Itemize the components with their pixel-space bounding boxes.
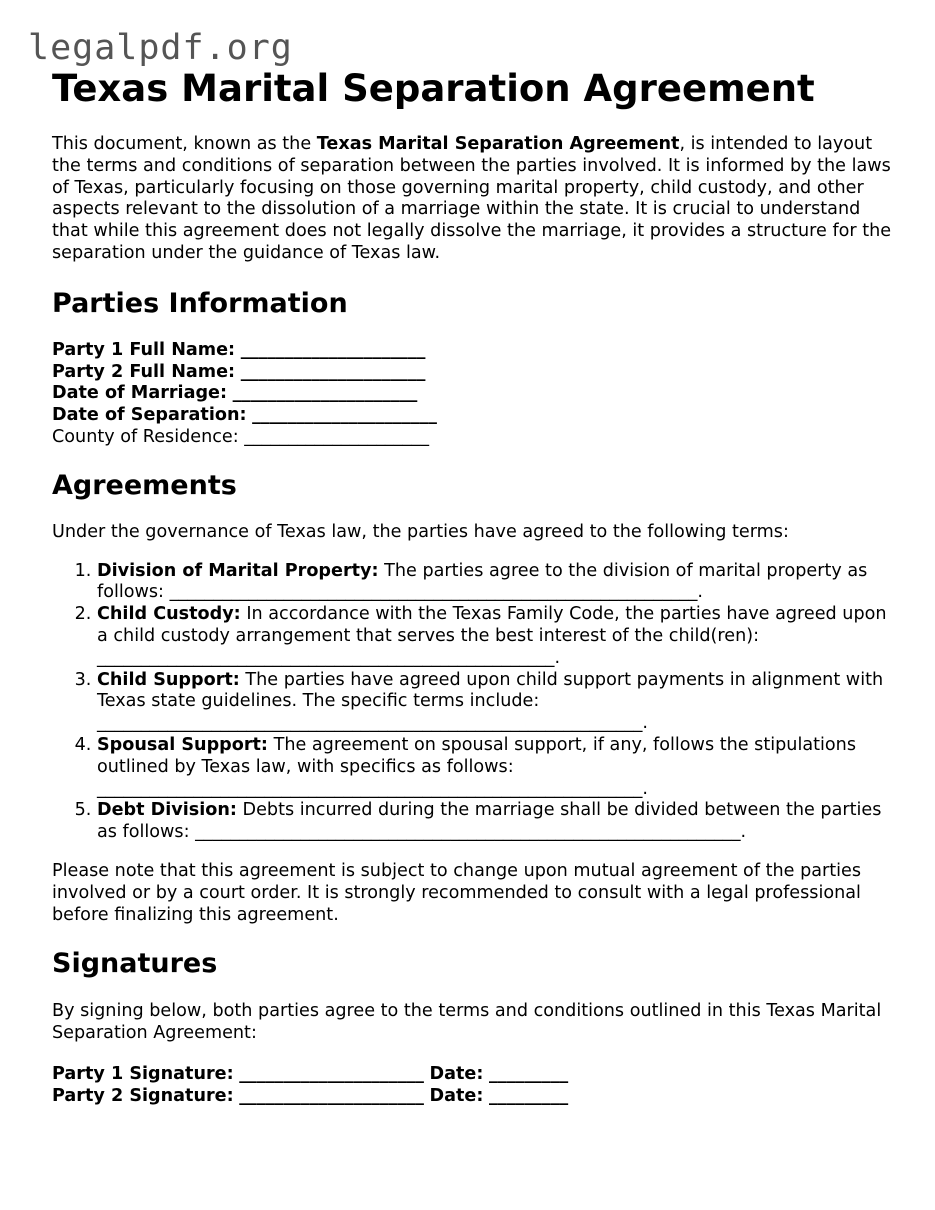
agreement-item-title: Debt Division:	[97, 800, 237, 821]
intro-text-before: This document, known as the	[52, 134, 317, 154]
intro-text-after: , is intended to layout the terms and conditions of separation between the parties involved. It is informed by the laws of Texas, particularly focusing on those governing marital property, child custody, and other aspects relevant to the dissolution of a marriage within the state. It is crucial to understand that while this agreement does not legally dissolve the marriage, it provides a structure for the separation under the guidance of Texas law.	[52, 134, 892, 263]
list-item	[97, 670, 892, 735]
marriage-date-field[interactable]	[52, 383, 892, 405]
party2-name-field[interactable]	[52, 362, 892, 384]
separation-date-blank[interactable]: _____________________	[252, 405, 437, 426]
party2-name-label: Party 2 Full Name:	[52, 361, 236, 382]
party1-date-blank[interactable]: _________	[489, 1063, 569, 1084]
separation-date-label: Date of Separation:	[52, 405, 247, 426]
signatures-heading: Signatures	[52, 948, 218, 980]
signature-fields	[52, 1064, 892, 1108]
party1-name-label: Party 1 Full Name:	[52, 339, 236, 360]
party1-signature-blank[interactable]: _____________________	[239, 1063, 424, 1084]
agreement-item-text: The agreement on spousal support, if any, follows the stipulations outlined by Texas law, with specifics as follows: ______________________________________________________________.	[97, 734, 856, 799]
party2-date-blank[interactable]: _________	[489, 1085, 569, 1106]
agreement-item-title: Child Custody:	[97, 604, 241, 625]
parties-fields	[52, 340, 892, 449]
intro-paragraph	[52, 134, 892, 265]
watermark-text: legalpdf.org	[28, 28, 293, 68]
party1-name-blank[interactable]: _____________________	[240, 339, 426, 360]
party1-date-label: Date:	[429, 1063, 484, 1084]
intro-bold-title: Texas Marital Separation Agreement	[316, 134, 680, 154]
agreements-heading: Agreements	[52, 469, 237, 501]
party2-signature-label: Party 2 Signature:	[52, 1085, 234, 1106]
party1-signature-row[interactable]	[52, 1064, 892, 1086]
agreement-item-text: The parties agree to the division of marital property as follows: ____________________________________________________________.	[97, 560, 868, 603]
list-item	[97, 604, 892, 669]
agreement-item-title: Child Support:	[97, 669, 240, 690]
party1-signature-label: Party 1 Signature:	[52, 1063, 234, 1084]
list-item	[97, 735, 892, 800]
agreement-item-text: Debts incurred during the marriage shall be divided between the parties as follows: ______________________________________________________________.	[97, 800, 882, 843]
county-blank[interactable]: _____________________	[244, 426, 430, 447]
separation-date-field[interactable]	[52, 405, 892, 427]
agreement-item-text: The parties have agreed upon child support payments in alignment with Texas state guidelines. The specific terms include: ______________________________________________________________.	[97, 669, 884, 734]
list-item	[97, 800, 892, 844]
party2-signature-blank[interactable]: _____________________	[239, 1085, 424, 1106]
party2-signature-row[interactable]	[52, 1086, 892, 1108]
county-field[interactable]	[52, 427, 892, 449]
document-title: Texas Marital Separation Agreement	[52, 67, 815, 110]
marriage-date-blank[interactable]: _____________________	[232, 383, 418, 404]
agreements-intro: Under the governance of Texas law, the parties have agreed to the following terms:	[52, 521, 789, 542]
party2-name-blank[interactable]: _____________________	[240, 361, 426, 382]
agreement-item-title: Spousal Support:	[97, 734, 268, 755]
document-body	[52, 66, 892, 1108]
party2-date-label: Date:	[429, 1085, 484, 1106]
party1-name-field[interactable]	[52, 340, 892, 362]
agreement-item-title: Division of Marital Property:	[97, 560, 379, 581]
agreement-item-text: In accordance with the Texas Family Code, the parties have agreed upon a child custody arrangement that serves the best interest of the child(ren): ____________________________________________________.	[97, 604, 887, 668]
marriage-date-label: Date of Marriage:	[52, 383, 228, 404]
list-item	[97, 561, 892, 605]
agreements-list	[52, 561, 892, 844]
signatures-intro: By signing below, both parties agree to the terms and conditions outlined in this Texas Marital Separation Agreement:	[52, 1001, 882, 1044]
agreements-note: Please note that this agreement is subject to change upon mutual agreement of the parties involved or by a court order. It is strongly recommended to consult with a legal professional before finalizing this agreement.	[52, 860, 862, 925]
county-label: County of Residence:	[52, 426, 239, 447]
parties-heading: Parties Information	[52, 287, 348, 319]
